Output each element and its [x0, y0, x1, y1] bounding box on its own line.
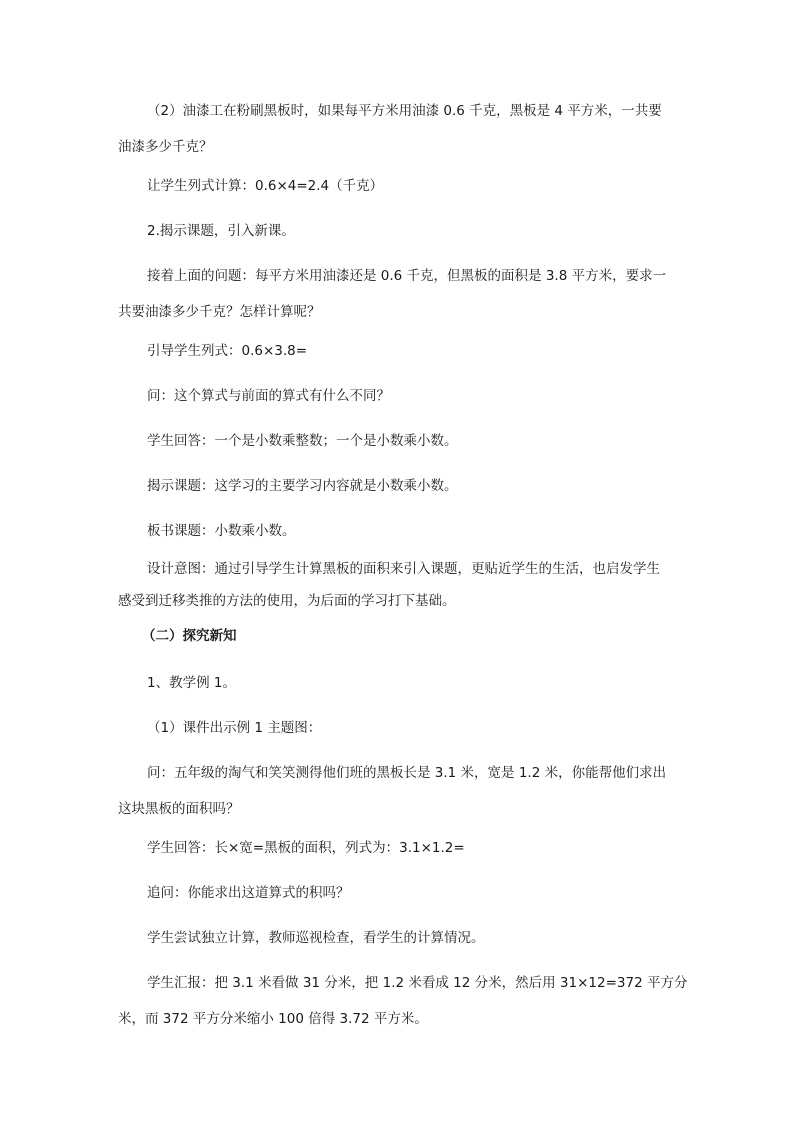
paragraph-student-answer: [118, 435, 678, 449]
paragraph-line: 揭示课题：这学习的主要学习内容就是小数乘小数。: [147, 478, 458, 494]
paragraph-line: （二）探究新知: [142, 628, 237, 644]
paragraph-line: 板书课题：小数乘小数。: [147, 523, 296, 539]
paragraph-line: 设计意图：通过引导学生计算黑板的面积来引入课题，更贴近学生的生活，也启发学生: [147, 561, 660, 577]
paragraph-line: 这块黑板的面积吗？: [118, 801, 240, 817]
paragraph-independent-calc: [118, 932, 678, 946]
paragraph-line: 2.揭示课题，引入新课。: [147, 223, 295, 239]
paragraph-line: （2）油漆工在粉刷黑板时，如果每平方米用油漆 0.6 千克，黑板是 4 平方米，一共要: [147, 103, 662, 119]
paragraph-line: 让学生列式计算：0.6×4=2.4（千克）: [147, 178, 384, 194]
paragraph-line: （1）课件出示例 1 主题图：: [147, 720, 322, 736]
paragraph-line: 引导学生列式：0.6×3.8=: [147, 343, 308, 359]
paragraph-follow-up-product: [118, 887, 678, 901]
paragraph-area-formula: [118, 842, 678, 856]
paragraph-line: 学生回答：长×宽=黑板的面积，列式为：3.1×1.2=: [147, 840, 465, 856]
paragraph-reveal-topic-heading: [118, 225, 678, 239]
paragraph-blackboard-question: [118, 767, 678, 817]
paragraph-board-title: [118, 525, 678, 539]
paragraph-guide-formula: [118, 345, 678, 359]
paragraph-example-one: [118, 677, 678, 691]
paragraph-line: 学生尝试独立计算，教师巡视检查，看学生的计算情况。: [147, 930, 485, 946]
paragraph-line: 问：这个算式与前面的算式有什么不同？: [147, 388, 390, 404]
paragraph-oil-paint-question: [118, 105, 678, 155]
paragraph-line: 学生汇报：把 3.1 米看做 31 分米，把 1.2 米看成 12 分米，然后用 31×12=372 平方分: [147, 975, 688, 991]
section-heading-explore: [118, 630, 678, 644]
paragraph-show-theme-image: [118, 722, 678, 736]
paragraph-line: 问：五年级的淘气和笑笑测得他们班的黑板长是 3.1 米，宽是 1.2 米，你能帮他们求出: [147, 765, 667, 781]
paragraph-line: 共要油漆多少千克？怎样计算呢？: [118, 304, 321, 320]
paragraph-line: 接着上面的问题：每平方米用油漆还是 0.6 千克，但黑板的面积是 3.8 平方米，要求一: [147, 268, 667, 284]
paragraph-line: 米，而 372 平方分米缩小 100 倍得 3.72 平方米。: [118, 1011, 428, 1027]
paragraph-student-report: [118, 975, 688, 1027]
paragraph-line: 1、教学例 1。: [147, 675, 236, 691]
paragraph-line: 油漆多少千克？: [118, 139, 213, 155]
paragraph-line: 学生回答：一个是小数乘整数；一个是小数乘小数。: [147, 433, 458, 449]
paragraph-difference-question: [118, 390, 678, 404]
paragraph-line: 追问：你能求出这道算式的积吗？: [147, 885, 350, 901]
paragraph-follow-up-question: [118, 270, 678, 320]
paragraph-line: 感受到迁移类推的方法的使用，为后面的学习打下基础。: [118, 593, 456, 609]
paragraph-design-intent: [118, 563, 678, 609]
paragraph-reveal-topic: [118, 480, 678, 494]
paragraph-student-calculation: [118, 180, 678, 194]
